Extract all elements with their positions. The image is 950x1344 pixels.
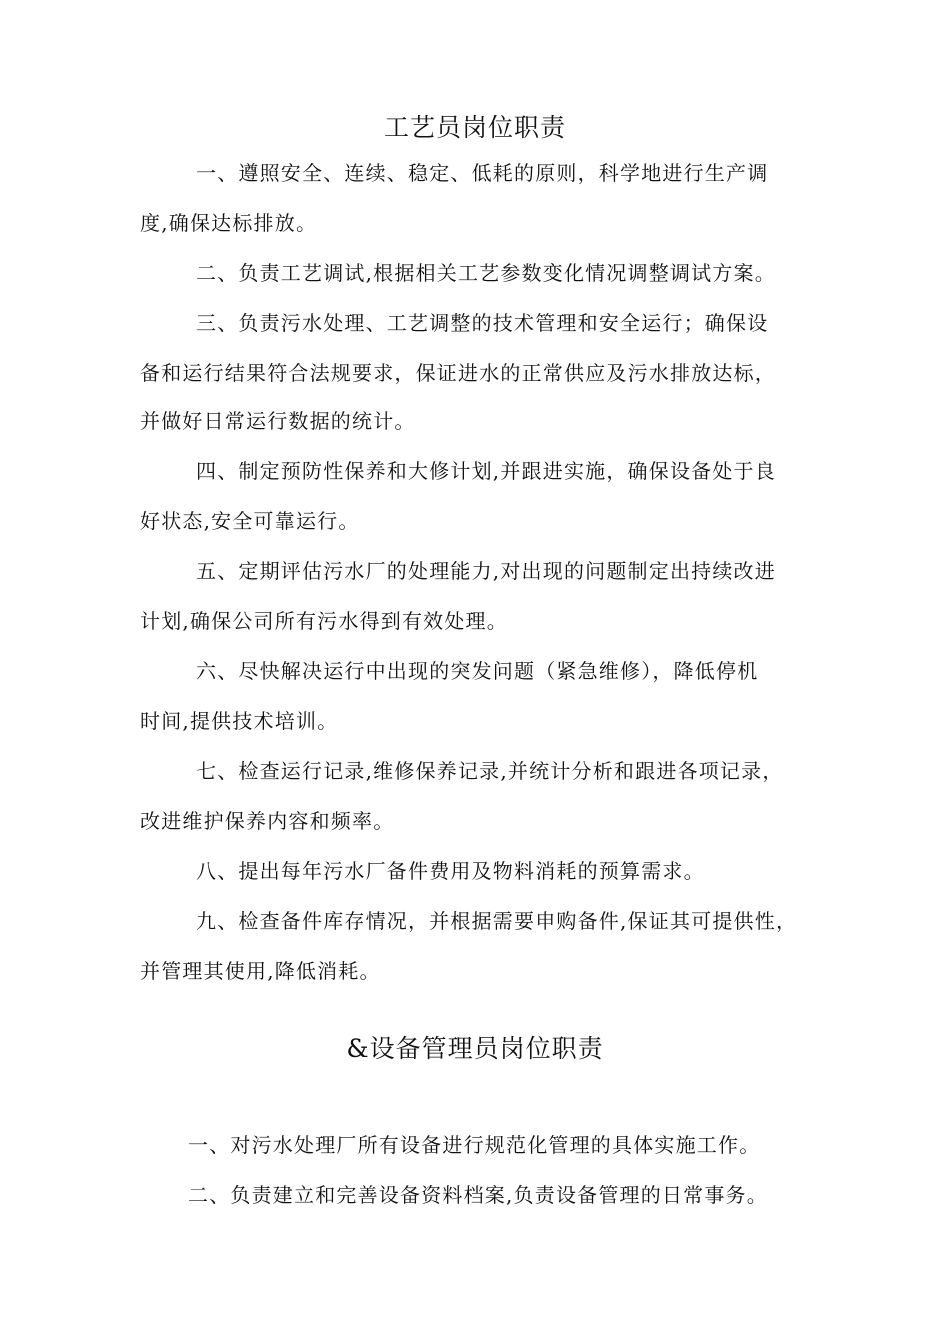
paragraph-line: 并做好日常运行数据的统计。 [140, 409, 416, 433]
paragraph-line: 六、尽快解决运行中出现的突发问题（紧急维修），降低停机 [196, 659, 759, 683]
paragraph-line: 五、定期评估污水厂的处理能力,对出现的问题制定出持续改进 [196, 559, 776, 583]
paragraph-line: 备和运行结果符合法规要求，保证进水的正常供应及污水排放达标， [140, 361, 776, 385]
paragraph-line: 时间,提供技术培训。 [140, 709, 339, 733]
paragraph-line: 一、遵照安全、连续、稳定、低耗的原则，科学地进行生产调 [196, 161, 769, 185]
paragraph-line: 八、提出每年污水厂备件费用及物料消耗的预算需求。 [196, 859, 705, 883]
paragraph-line: 一、对污水处理厂所有设备进行规范化管理的具体实施工作。 [188, 1133, 761, 1157]
paragraph-line: 四、制定预防性保养和大修计划,并跟进实施，确保设备处于良 [196, 459, 776, 483]
paragraph-line: 二、负责建立和完善设备资料档案,负责设备管理的日常事务。 [188, 1183, 768, 1207]
paragraph-line: 二、负责工艺调试,根据相关工艺参数变化情况调整调试方案。 [196, 261, 776, 285]
section-title: &设备管理员岗位职责 [346, 1034, 604, 1063]
paragraph-line: 好状态,安全可靠运行。 [140, 509, 360, 533]
paragraph-line: 度,确保达标排放。 [140, 211, 318, 235]
paragraph-line: 计划,确保公司所有污水得到有效处理。 [140, 609, 508, 633]
paragraph-line: 改进维护保养内容和频率。 [140, 809, 395, 833]
paragraph-line: 七、检查运行记录,维修保养记录,并统计分析和跟进各项记录， [196, 759, 784, 783]
document-title: 工艺员岗位职责 [383, 113, 566, 142]
paragraph-line: 九、检查备件库存情况，并根据需要申购备件,保证其可提供性， [196, 909, 798, 933]
paragraph-line: 三、负责污水处理、工艺调整的技术管理和安全运行；确保设 [196, 311, 769, 335]
paragraph-line: 并管理其使用,降低消耗。 [140, 959, 381, 983]
